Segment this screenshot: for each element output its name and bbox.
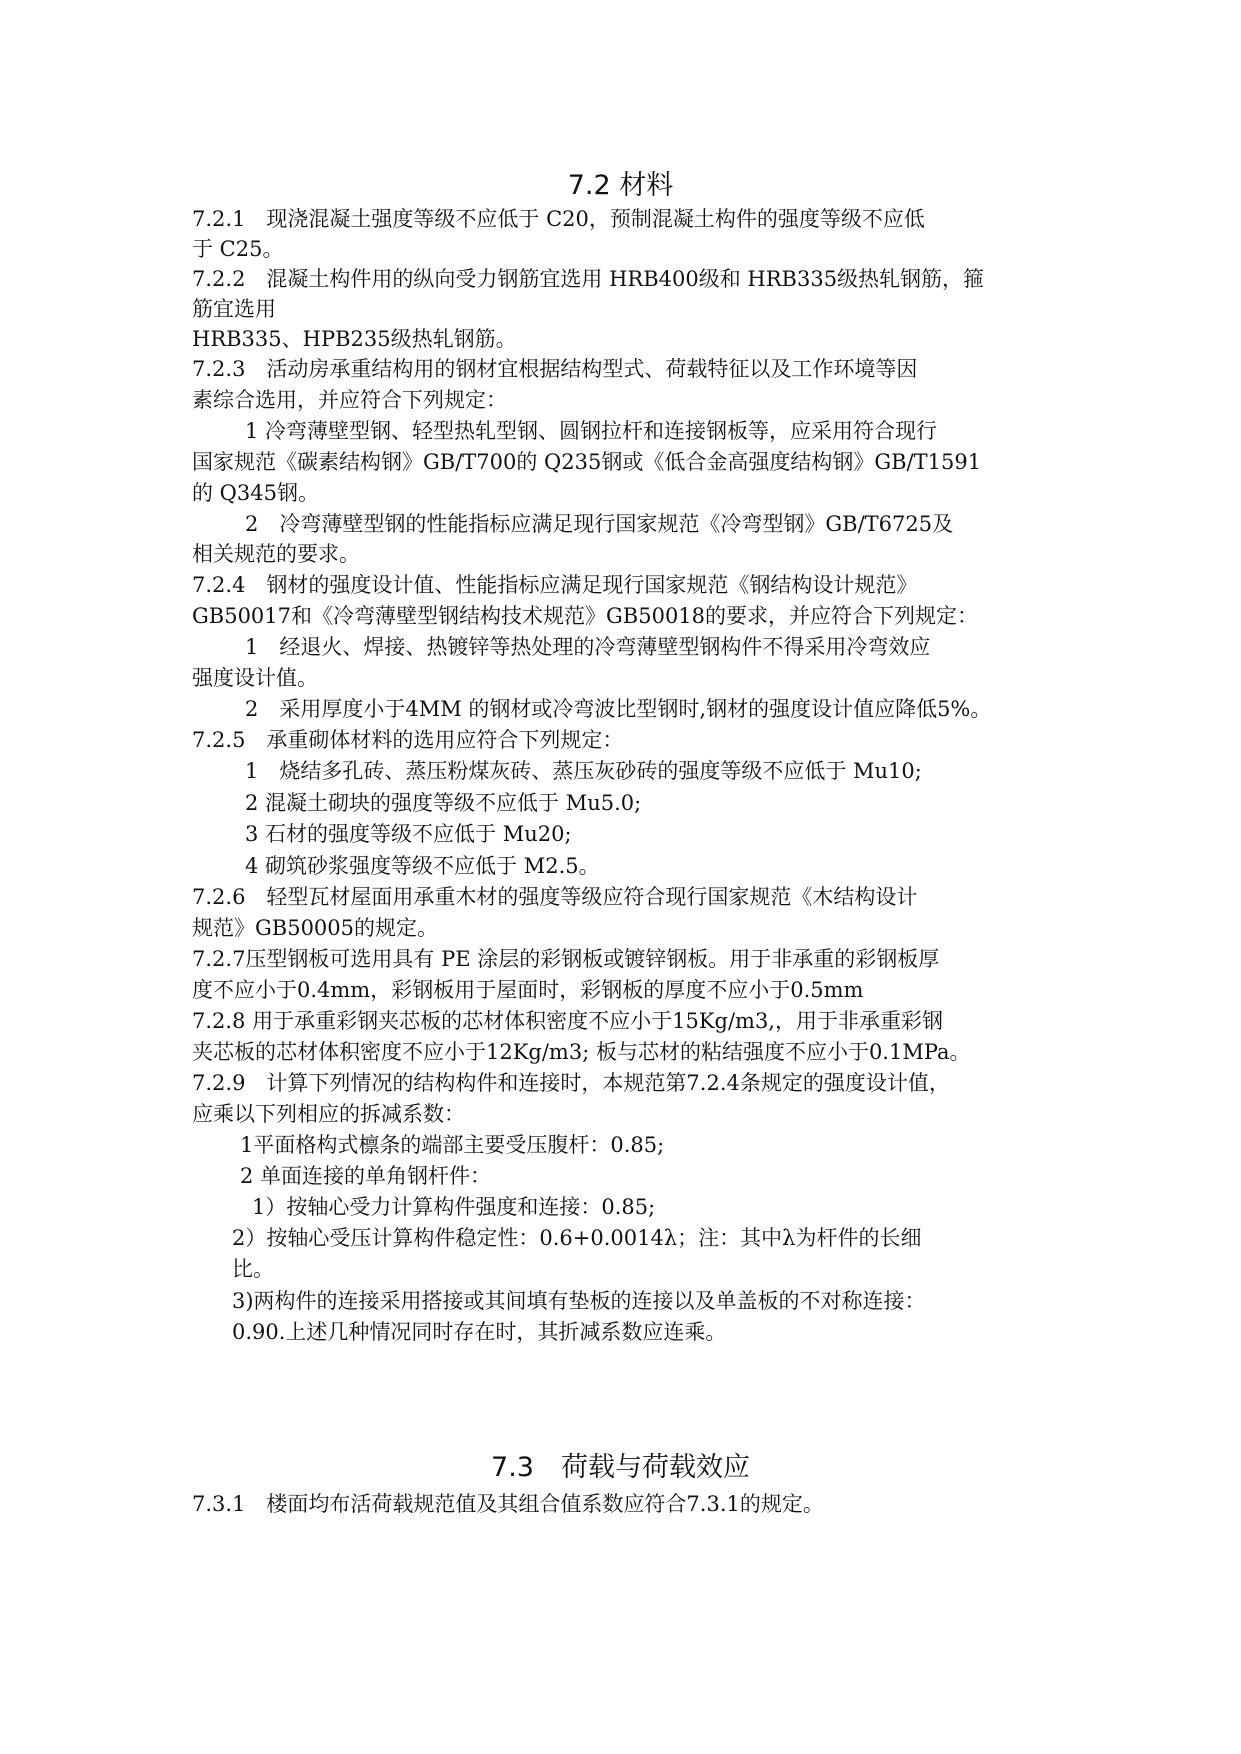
text-line: 7.2.9 计算下列情况的结构构件和连接时，本规范第7.2.4条规定的强度设计值， — [192, 1071, 950, 1095]
text-line: 度不应小于0.4mm，彩钢板用于屋面时，彩钢板的厚度不应小于0.5mm — [192, 978, 864, 1002]
text-line: 筋宜选用 — [192, 297, 276, 321]
text-line: 1平面格构式檩条的端部主要受压腹杆：0.85; — [240, 1133, 665, 1157]
text-line: 2 单面连接的单角钢杆件： — [240, 1164, 492, 1188]
section-heading-7-3: 7.3 荷载与荷载效应 — [491, 1452, 750, 1483]
text-line: 1）按轴心受力计算构件强度和连接：0.85; — [252, 1195, 656, 1219]
text-line: 于 C25。 — [192, 237, 284, 261]
text-line: HRB335、HPB235级热轧钢筋。 — [192, 327, 517, 351]
text-line: 相关规范的要求。 — [192, 542, 360, 566]
text-line: 2 冷弯薄壁型钢的性能指标应满足现行国家规范《冷弯型钢》GB/T6725及 — [245, 512, 954, 536]
text-line: 强度设计值。 — [192, 666, 318, 690]
text-line: 0.90.上述几种情况同时存在时，其折减系数应连乘。 — [232, 1320, 727, 1344]
text-line: 规范》GB50005的规定。 — [192, 916, 439, 940]
text-line: 比。 — [232, 1257, 274, 1281]
text-line: 7.3.1 楼面均布活荷载规范值及其组合值系数应符合7.3.1的规定。 — [192, 1492, 824, 1516]
text-line: 3 石材的强度等级不应低于 Mu20; — [245, 822, 572, 846]
text-line: GB50017和《冷弯薄壁型钢结构技术规范》GB50018的要求，并应符合下列规定： — [192, 604, 979, 628]
text-line: 7.2.6 轻型瓦材屋面用承重木材的强度等级应符合现行国家规范《木结构设计 — [192, 885, 918, 909]
text-line: 4 砌筑砂浆强度等级不应低于 M2.5。 — [245, 854, 600, 878]
text-line: 1 冷弯薄壁型钢、轻型热轧型钢、圆钢拉杆和连接钢板等，应采用符合现行 — [245, 419, 938, 443]
text-line: 2 采用厚度小于4MM 的钢材或冷弯波比型钢时,钢材的强度设计值应降低5%。 — [245, 697, 992, 721]
text-line: 7.2.8 用于承重彩钢夹芯板的芯材体积密度不应小于15Kg/m3,，用于非承重彩钢 — [192, 1009, 943, 1033]
text-line: 3)两构件的连接采用搭接或其间填有垫板的连接以及单盖板的不对称连接： — [232, 1289, 926, 1313]
text-line: 7.2.1 现浇混凝土强度等级不应低于 C20，预制混凝土构件的强度等级不应低 — [192, 207, 925, 231]
text-line: 国家规范《碳素结构钢》GB/T700的 Q235钢或《低合金高强度结构钢》GB/T1591 — [192, 450, 982, 474]
text-line: 7.2.7压型钢板可选用具有 PE 涂层的彩钢板或镀锌钢板。用于非承重的彩钢板厚 — [192, 947, 940, 971]
text-line: 7.2.3 活动房承重结构用的钢材宜根据结构型式、荷载特征以及工作环境等因 — [192, 357, 918, 381]
text-line: 1 烧结多孔砖、蒸压粉煤灰砖、蒸压灰砂砖的强度等级不应低于 Mu10; — [245, 759, 922, 783]
text-line: 7.2.4 钢材的强度设计值、性能指标应满足现行国家规范《钢结构设计规范》 — [192, 573, 918, 597]
text-line: 1 经退火、焊接、热镀锌等热处理的冷弯薄壁型钢构件不得采用冷弯效应 — [245, 635, 931, 659]
text-line: 7.2.5 承重砌体材料的选用应符合下列规定： — [192, 728, 624, 752]
text-line: 2）按轴心受压计算构件稳定性：0.6+0.0014λ；注：其中λ为杆件的长细 — [232, 1226, 922, 1250]
text-line: 7.2.2 混凝土构件用的纵向受力钢筋宜选用 HRB400级和 HRB335级热轧钢筋，箍 — [192, 267, 985, 291]
text-line: 的 Q345钢。 — [192, 481, 319, 505]
section-heading-7-2: 7.2 材料 — [567, 170, 674, 201]
text-line: 应乘以下列相应的拆减系数： — [192, 1102, 465, 1126]
text-line: 夹芯板的芯材体积密度不应小于12Kg/m3; 板与芯材的粘结强度不应小于0.1MPa。 — [192, 1040, 971, 1064]
text-line: 素综合选用，并应符合下列规定： — [192, 388, 507, 412]
text-line: 2 混凝土砌块的强度等级不应低于 Mu5.0; — [245, 791, 642, 815]
